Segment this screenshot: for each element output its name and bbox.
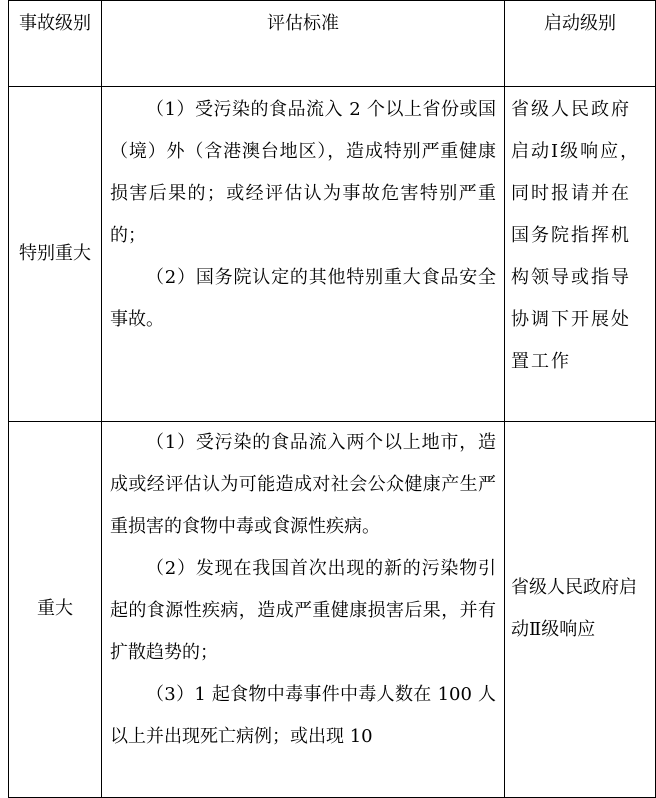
incident-level-cell: 特别重大	[9, 87, 102, 421]
criteria-item: （2）发现在我国首次出现的新的污染物引起的食源性疾病，造成严重健康损害后果，并有扩散趋势的；	[110, 557, 496, 663]
table-header-row	[9, 1, 656, 87]
criteria-cell	[102, 421, 505, 798]
table-row	[9, 87, 656, 421]
response-level-cell: 省级人民政府启动Ⅱ级响应	[505, 421, 656, 798]
criteria-item: （3）1 起食物中毒事件中毒人数在 100 人以上并出现死亡病例；或出现 10	[110, 683, 496, 747]
response-level-cell: 省级人民政府启动Ⅰ级响应，同时报请并在国务院指挥机构领导或指导协调下开展处置工作	[505, 87, 656, 421]
criteria-cell	[102, 87, 505, 421]
incident-level-table	[8, 0, 656, 798]
header-response-level: 启动级别	[505, 1, 656, 87]
header-incident-level: 事故级别	[9, 1, 102, 87]
criteria-item: （1）受污染的食品流入两个以上地市，造成或经评估认为可能造成对社会公众健康产生严重损害的食物中毒或食源性疾病。	[110, 431, 496, 537]
incident-level-cell: 重大	[9, 421, 102, 798]
criteria-item: （1）受污染的食品流入 2 个以上省份或国（境）外（含港澳台地区），造成特别严重健康损害后果的；或经评估认为事故危害特别严重的；	[110, 99, 496, 247]
criteria-item: （2）国务院认定的其他特别重大食品安全事故。	[110, 267, 496, 331]
table-row	[9, 421, 656, 798]
header-criteria: 评估标准	[102, 1, 505, 87]
